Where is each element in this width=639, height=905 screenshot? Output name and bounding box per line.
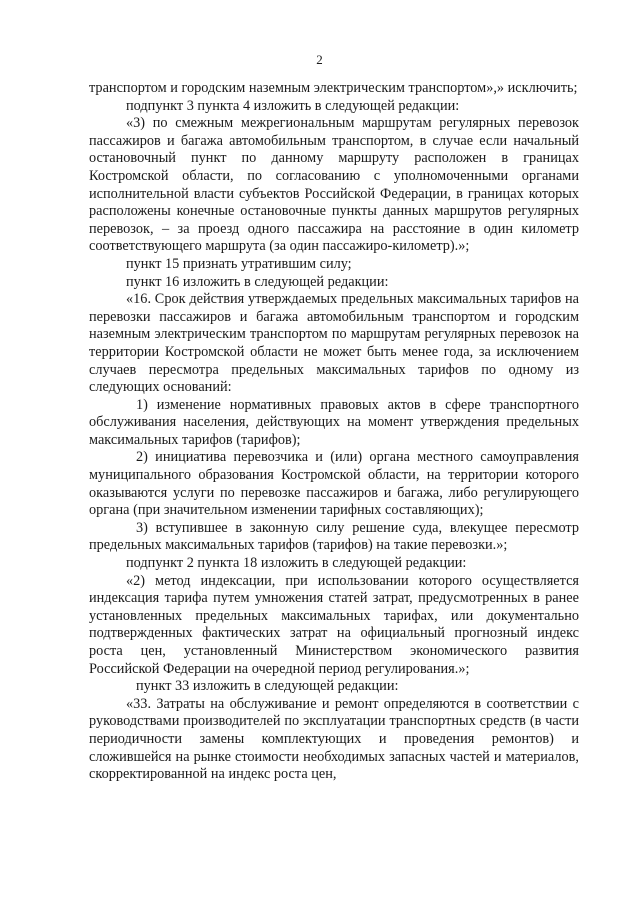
- paragraph: 3) вступившее в законную силу решение суда, влекущее пересмотр предельных максимальных тарифов (тарифов) на такие перевозки.»;: [89, 519, 579, 554]
- paragraph: «16. Срок действия утверждаемых предельных максимальных тарифов на перевозки пассажиров и багажа автомобильным транспортом и городским наземным электрическим транспортом по маршрутам регулярных перевозок на территории Костромской области не может быть менее года, за исключением случаев пересмотра предельных максимальных тарифов по одному из следующих оснований:: [89, 291, 579, 396]
- paragraph: пункт 15 признать утратившим силу;: [126, 255, 352, 272]
- paragraph: подпункт 2 пункта 18 изложить в следующей редакции:: [126, 555, 467, 572]
- paragraph: транспортом и городским наземным электрическим транспортом»,» исключить;: [89, 80, 578, 96]
- page-number: 2: [316, 52, 323, 67]
- paragraph: пункт 16 изложить в следующей редакции:: [126, 273, 389, 290]
- paragraph: «3) по смежным межрегиональным маршрутам регулярных перевозок пассажиров и багажа автомобильным транспортом, в случае если начальный остановочный пункт по данному маршруту расположен в границах Костромской области, по согласованию с уполномоченными органами исполнительной власти субъектов Российской Федерации, в границах которых расположены конечные остановочные пункты данных маршрутов регулярных перевозок, – за проезд одного пассажира на расстояние в один километр соответствующего маршрута (за один пассажиро-километр).»;: [89, 115, 579, 255]
- paragraph: 1) изменение нормативных правовых актов в сфере транспортного обслуживания населения, действующих на момент утверждения предельных максимальных тарифов (тарифов);: [89, 396, 579, 448]
- paragraph: пункт 33 изложить в следующей редакции:: [136, 678, 399, 695]
- paragraph: «2) метод индексации, при использовании которого осуществляется индексация тарифа путем умножения статей затрат, предусмотренных в ранее установленных предельных максимальных тарифах, или документально подтвержденных фактических затрат на официальный прогнозный индекс роста цен, установленный Министерством экономического развития Российской Федерации на очередной период регулирования.»;: [89, 572, 579, 677]
- paragraph: «33. Затраты на обслуживание и ремонт определяются в соответствии с руководствами производителей по эксплуатации транспортных средств (в части периодичности замены комплектующих и проведения ремонтов) и сложившейся на рынке стоимости необходимых запасных частей и материалов, скорректированной на индекс роста цен,: [89, 695, 579, 783]
- paragraph: подпункт 3 пункта 4 изложить в следующей редакции:: [126, 97, 460, 114]
- paragraph: 2) инициатива перевозчика и (или) органа местного самоуправления муниципального образования Костромской области, на территории которого оказываются услуги по перевозке пассажиров и багажа, либо регулирующего органа (при значительном изменении тарифных составляющих);: [89, 449, 579, 519]
- document-body: [89, 80, 579, 784]
